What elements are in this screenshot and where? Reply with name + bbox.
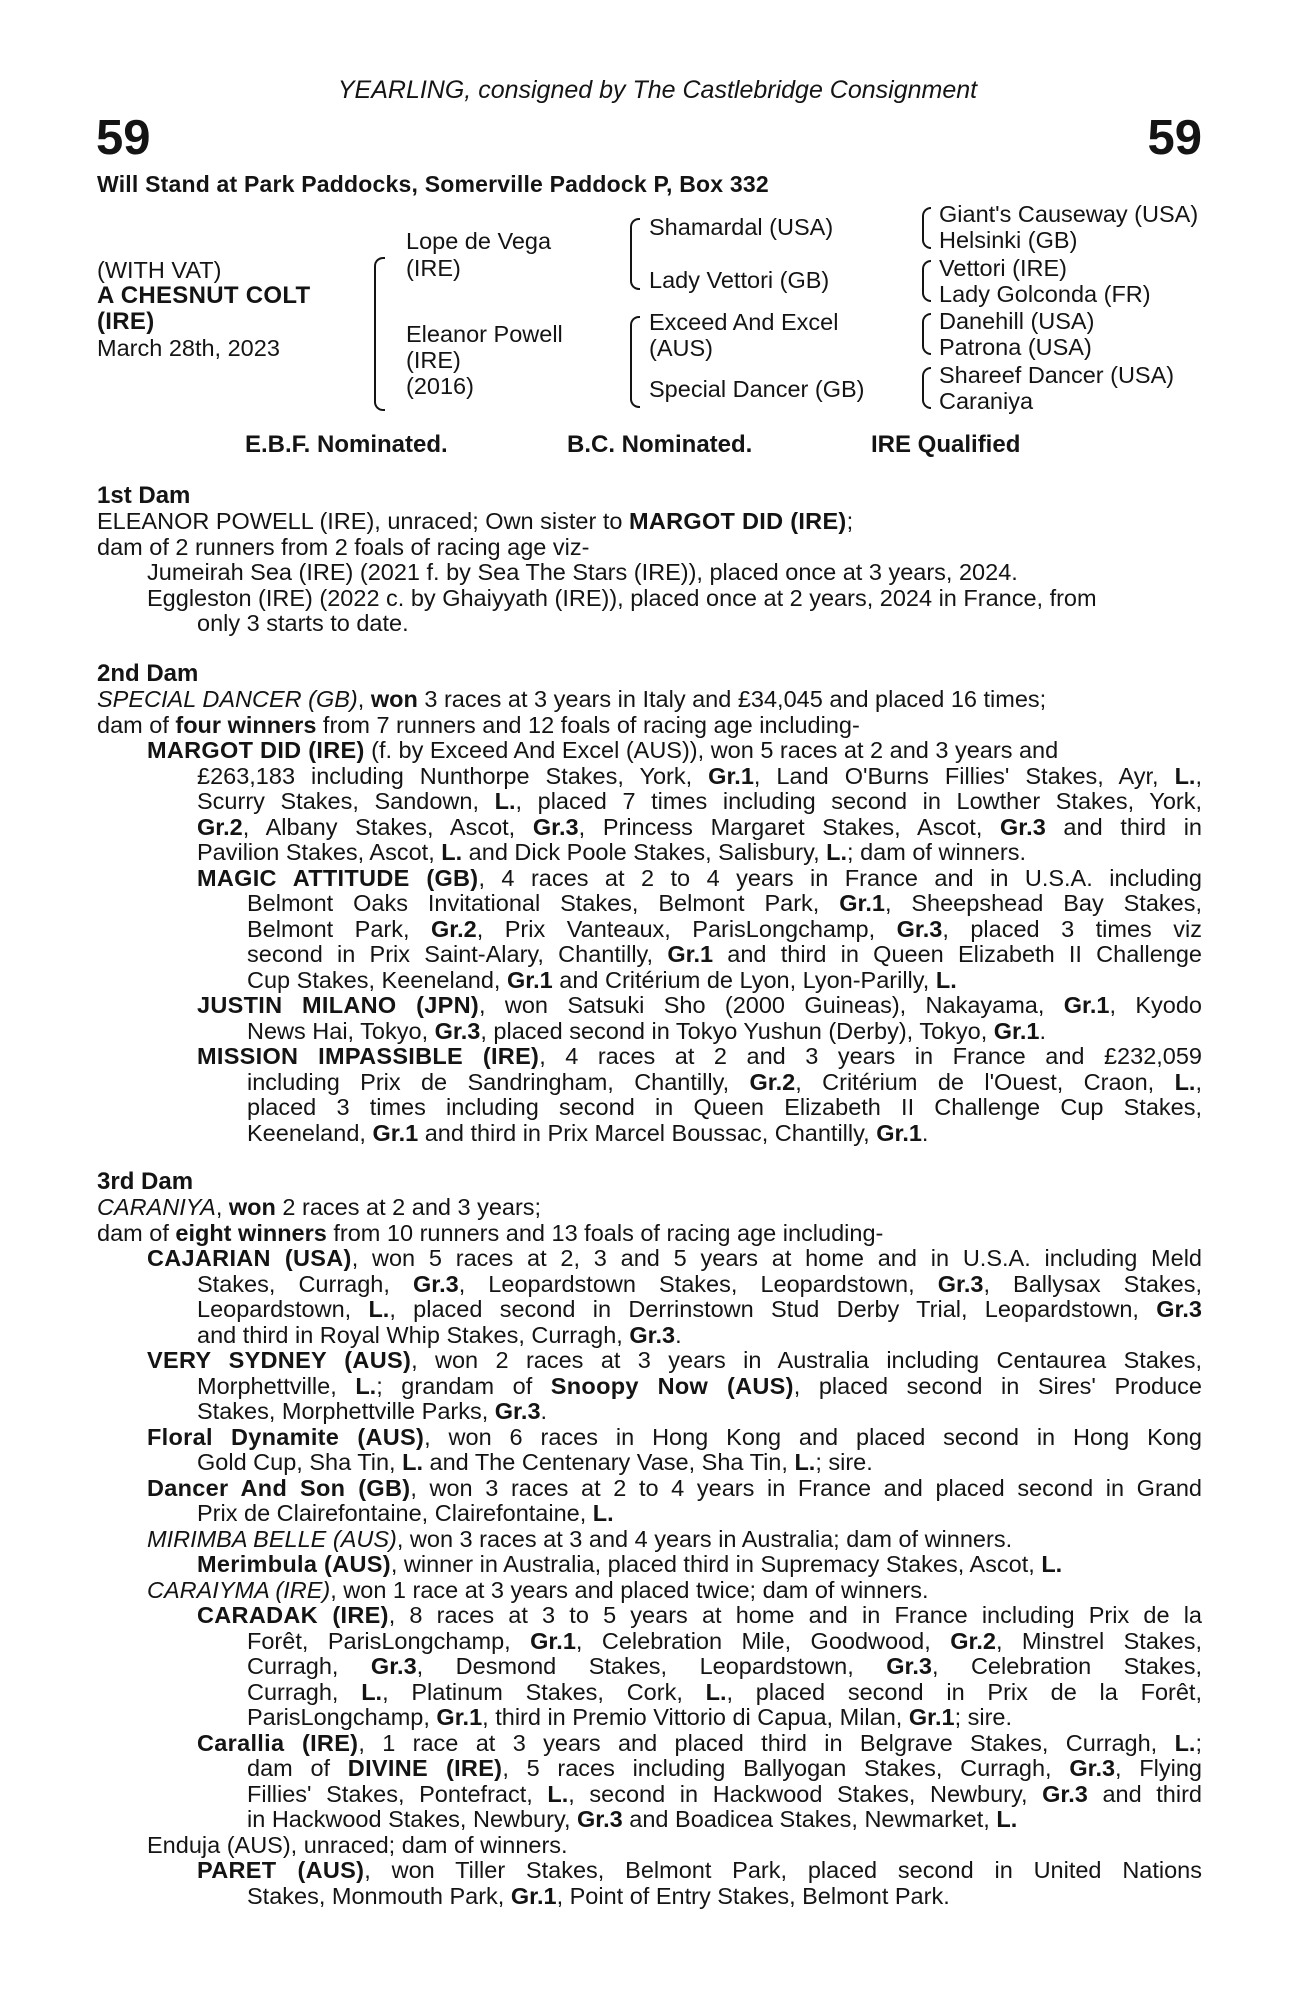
progeny-line (97, 1070, 1202, 1096)
progeny-line (97, 1044, 1202, 1070)
gg-sire-4: Shareef Dancer (USA) (939, 362, 1175, 388)
grade: Gr.2 (950, 1628, 996, 1654)
progeny-name: Snoopy Now (AUS) (550, 1373, 794, 1399)
first-dam-progeny: Eggleston (IRE) (2022 c. by Ghaiyyath (IRE)), placed once at 2 years, 2024 in France, from (147, 584, 1097, 611)
text: (f. by Exceed And Excel (AUS)), won 5 races at 2 and 3 years and (364, 737, 1059, 763)
grade: Gr.1 (993, 1017, 1040, 1044)
grade: L. (935, 966, 957, 993)
dam-sire-country: (AUS) (649, 335, 713, 361)
text: ; (1195, 1730, 1202, 1756)
grade: L. (1174, 1069, 1196, 1095)
sire-country: (IRE) (406, 255, 461, 281)
sire-brace (630, 218, 640, 290)
text: , (1195, 763, 1202, 789)
first-dam-heading: 1st Dam (97, 482, 191, 509)
text: Forêt, ParisLongchamp, (247, 1628, 531, 1654)
progeny-line (97, 1425, 1202, 1451)
text: ; sire. (954, 1704, 1013, 1730)
grade: L. (1174, 1730, 1196, 1756)
text: four winners (175, 711, 317, 738)
grade: L. (996, 1806, 1018, 1832)
text: and third in Royal Whip Stakes, Curragh, (197, 1321, 630, 1348)
progeny-line (97, 1552, 1202, 1578)
grade: L. (1174, 763, 1196, 789)
text: Belmont Park, (247, 916, 432, 942)
text: . (1039, 1017, 1047, 1044)
grade: Gr.2 (749, 1069, 796, 1095)
grand-brace-2 (922, 260, 931, 302)
own-sister-name: MARGOT DID (IRE) (628, 508, 847, 534)
grade: Gr.3 (896, 916, 943, 942)
progeny-line (97, 866, 1202, 892)
horse-country: (IRE) (97, 308, 155, 335)
progeny-line (97, 1246, 1202, 1272)
progeny-line (97, 942, 1202, 968)
grade: Gr.3 (629, 1321, 676, 1348)
gg-sire-2: Vettori (IRE) (939, 255, 1067, 281)
text: and third in Prix Marcel Boussac, Chantilly, (418, 1119, 877, 1146)
text: , third in Premio Vittorio di Capua, Milan, (482, 1704, 909, 1730)
second-dam-body (97, 687, 1202, 1146)
text: Leopardstown, (197, 1297, 369, 1322)
grade: L. (494, 789, 516, 814)
progeny-line (97, 1501, 1202, 1527)
text: Gold Cup, Sha Tin, (197, 1449, 403, 1475)
text: £263,183 including Nunthorpe Stakes, York, (197, 763, 709, 789)
progeny-line (97, 1019, 1202, 1045)
text: . (675, 1321, 682, 1348)
grade: L. (361, 1679, 383, 1705)
dam-line (97, 1221, 1202, 1247)
grade: L. (592, 1500, 614, 1526)
lot-number-right: 59 (1147, 111, 1202, 165)
text: , Minstrel Stakes, (995, 1628, 1202, 1654)
text: , Ballysax Stakes, (983, 1271, 1202, 1297)
progeny-line (97, 891, 1202, 917)
progeny-line (97, 1297, 1202, 1323)
grade: Gr.3 (532, 814, 579, 840)
grade: L. (441, 839, 463, 865)
text: ParisLongchamp, (247, 1704, 437, 1730)
progeny-name: PARET (AUS) (197, 1858, 365, 1883)
sire-name: Lope de Vega (406, 228, 552, 254)
dam-dam: Special Dancer (GB) (649, 376, 865, 402)
second-dam-heading: 2nd Dam (97, 660, 199, 687)
grade: Gr.1 (667, 942, 714, 967)
grade: Gr.3 (434, 1017, 481, 1044)
progeny-line: Enduja (AUS), unraced; dam of winners. (147, 1831, 568, 1858)
grade: Gr.3 (937, 1271, 984, 1297)
text: , Sheepshead Bay Stakes, (884, 891, 1202, 916)
text: , 8 races at 3 to 5 years at home and in France including Prix de la (388, 1603, 1202, 1628)
text: Morphettville, (197, 1373, 356, 1399)
text: , placed second in Tokyo Yushun (Derby), Tokyo, (480, 1017, 994, 1044)
dam-name: Eleanor Powell (406, 321, 563, 347)
progeny-line (97, 1121, 1202, 1147)
progeny-line (97, 1374, 1202, 1400)
first-dam-line: dam of 2 runners from 2 foals of racing age viz- (97, 533, 590, 560)
text: , Albany Stakes, Ascot, (242, 814, 533, 840)
bc-nomination: B.C. Nominated. (567, 431, 753, 458)
progeny-name: MISSION IMPASSIBLE (IRE) (197, 1044, 540, 1069)
text: , placed 3 times viz (942, 916, 1202, 942)
progeny-line (97, 968, 1202, 994)
progeny-line (97, 1578, 1202, 1604)
grade: Gr.1 (708, 763, 754, 789)
progeny-name: CAJARIAN (USA) (147, 1246, 352, 1271)
text: , Celebration Mile, Goodwood, (575, 1628, 951, 1654)
text: second in Prix Saint-Alary, Chantilly, (247, 942, 668, 967)
ire-qualified: IRE Qualified (871, 431, 1021, 458)
text: , won 5 races at 2, 3 and 5 years at home and in U.S.A. including Meld (351, 1246, 1202, 1271)
text: Curragh, (247, 1654, 371, 1679)
text: , 1 race at 3 years and placed third in Belgrave Stakes, Curragh, (358, 1730, 1175, 1756)
progeny-name: CARAIYMA (IRE) (147, 1576, 331, 1603)
grade: L. (1041, 1551, 1063, 1577)
dam-country: (IRE) (406, 347, 461, 373)
text: ; grandam of (376, 1373, 551, 1399)
grade: Gr.1 (436, 1704, 483, 1730)
text: , Celebration Stakes, (931, 1654, 1202, 1679)
progeny-name: VERY SYDNEY (AUS) (147, 1348, 412, 1373)
third-dam-heading: 3rd Dam (97, 1168, 194, 1195)
grade: Gr.1 (839, 891, 885, 916)
gg-dam-3: Patrona (USA) (939, 334, 1092, 360)
text: , placed 7 times including second in Lowther Stakes, York, (515, 789, 1202, 814)
text: and The Centenary Vase, Sha Tin, (422, 1449, 795, 1475)
text: ; (846, 508, 854, 534)
text: in Hackwood Stakes, Newbury, (247, 1806, 578, 1832)
horse-dob: March 28th, 2023 (97, 335, 280, 361)
progeny-name: Dancer And Son (GB) (147, 1475, 411, 1501)
progeny-line (97, 1884, 1202, 1910)
gg-dam-2: Lady Golconda (FR) (939, 281, 1151, 307)
grade: L. (355, 1373, 377, 1399)
text: , Leopardstown Stakes, Leopardstown, (458, 1271, 938, 1297)
progeny-name: MARGOT DID (IRE) (147, 737, 365, 763)
grand-brace-1 (922, 207, 931, 249)
text: , won Tiller Stakes, Belmont Park, placed second in United Nations (364, 1858, 1202, 1883)
text: 3 races at 3 years in Italy and £34,045 and placed 16 times; (417, 686, 1047, 712)
grade: Gr.1 (372, 1119, 419, 1146)
text: . (921, 1119, 929, 1146)
text: Fillies' Stakes, Pontefract, (247, 1781, 548, 1807)
text: , Kyodo (1109, 993, 1202, 1018)
progeny-name: Carallia (IRE) (197, 1730, 359, 1756)
gg-sire-3: Danehill (USA) (939, 308, 1095, 334)
dam-sire-name: Exceed And Excel (649, 309, 839, 335)
progeny-line (97, 738, 1202, 764)
grade: Gr.3 (886, 1654, 932, 1679)
horse-name: A CHESNUT COLT (97, 282, 311, 309)
grade: Gr.3 (1000, 814, 1046, 840)
grade: Gr.1 (510, 1882, 557, 1909)
progeny-line (97, 1476, 1202, 1502)
progeny-line (97, 917, 1202, 943)
text: Cup Stakes, Keeneland, (247, 966, 507, 993)
text: ELEANOR POWELL (IRE), unraced; Own sister to (97, 508, 629, 534)
catalogue-subtitle: YEARLING, consigned by The Castlebridge Consignment (337, 76, 978, 104)
text: , winner in Australia, placed third in Supremacy Stakes, Ascot, (390, 1551, 1042, 1577)
dam-name: CARANIYA (97, 1194, 216, 1220)
text: , Prix Vanteaux, ParisLongchamp, (476, 916, 897, 942)
text: dam of (97, 1219, 176, 1246)
text: , (357, 686, 371, 712)
sire-dam: Lady Vettori (GB) (649, 267, 830, 293)
grand-brace-3 (922, 313, 931, 355)
ebf-nomination: E.B.F. Nominated. (245, 431, 448, 458)
text: , won 1 race at 3 years and placed twice; dam of winners. (330, 1576, 929, 1603)
text: , won 3 races at 3 and 4 years in Australia; dam of winners. (396, 1525, 1013, 1552)
dam-line (97, 713, 1202, 739)
progeny-line (97, 1680, 1202, 1706)
progeny-line (97, 1450, 1202, 1476)
text: Curragh, (247, 1679, 362, 1705)
progeny-line (97, 1858, 1202, 1884)
progeny-name: MIRIMBA BELLE (AUS) (147, 1525, 397, 1552)
text: , placed second in Derrinstown Stud Derby Trial, Leopardstown, (389, 1297, 1157, 1322)
grade: Gr.3 (370, 1654, 417, 1679)
progeny-line (97, 1399, 1202, 1425)
progeny-name: DIVINE (IRE) (347, 1756, 503, 1781)
text: Scurry Stakes, Sandown, (197, 789, 495, 814)
lot-number-left: 59 (96, 111, 151, 165)
text: ; sire. (815, 1449, 873, 1475)
progeny-line (97, 1527, 1202, 1553)
progeny-line (97, 1705, 1202, 1731)
gg-dam-1: Helsinki (GB) (939, 227, 1078, 253)
dam-year: (2016) (406, 373, 474, 399)
grade: Gr.2 (431, 916, 477, 942)
text: , Flying (1115, 1756, 1202, 1781)
dam-line (97, 687, 1202, 713)
text: Stakes, Monmouth Park, (247, 1882, 511, 1909)
text: , placed second in Sires' Produce (793, 1373, 1202, 1399)
grade: L. (794, 1449, 816, 1475)
first-dam-progeny-cont: only 3 starts to date. (197, 610, 409, 636)
gg-sire-1: Giant's Causeway (USA) (939, 201, 1199, 227)
progeny-name: Merimbula (AUS) (197, 1551, 391, 1577)
text: Stakes, Morphettville Parks, (197, 1398, 495, 1424)
text: and third in Queen Elizabeth II Challenge (713, 942, 1202, 967)
progeny-name: CARADAK (IRE) (197, 1603, 389, 1628)
text: Keeneland, (247, 1119, 373, 1146)
progeny-name: JUSTIN MILANO (JPN) (197, 993, 479, 1018)
vat-note: (WITH VAT) (97, 257, 222, 283)
text: , 4 races at 2 and 3 years in France and £232,059 (539, 1044, 1202, 1069)
text: won (370, 686, 418, 712)
text: and Dick Poole Stakes, Salisbury, (462, 839, 827, 865)
progeny-line (97, 1807, 1202, 1833)
grade: Gr.3 (1069, 1756, 1116, 1781)
progeny-name: Floral Dynamite (AUS) (147, 1424, 425, 1450)
text: ; dam of winners. (847, 839, 1026, 865)
grade: Gr.3 (577, 1806, 623, 1832)
first-dam-line (97, 509, 1202, 535)
grade: Gr.3 (494, 1398, 541, 1424)
grade: L. (547, 1781, 569, 1807)
text: , won 2 races at 3 years in Australia including Centaurea Stakes, (411, 1348, 1202, 1373)
text: Belmont Oaks Invitational Stakes, Belmont Park, (247, 891, 840, 916)
grade: Gr.1 (876, 1119, 922, 1146)
text: 2 races at 2 and 3 years; (275, 1194, 542, 1220)
text: and third (1087, 1781, 1202, 1807)
third-dam-body (97, 1195, 1202, 1909)
text: , won 3 races at 2 to 4 years in France and placed second in Grand (410, 1475, 1202, 1501)
progeny-line (97, 789, 1202, 815)
grade: Gr.1 (530, 1628, 576, 1654)
text: eight winners (175, 1219, 327, 1246)
progeny-line (97, 764, 1202, 790)
dam-line (97, 1195, 1202, 1221)
progeny-line (97, 1272, 1202, 1298)
progeny-line (97, 1731, 1202, 1757)
sire-sire: Shamardal (USA) (649, 214, 834, 240)
sire-dam-brace (374, 257, 385, 411)
grade: Gr.3 (412, 1271, 459, 1297)
grade: L. (705, 1679, 727, 1705)
text: , (215, 1194, 229, 1220)
text: , won Satsuki Sho (2000 Guineas), Nakayama, (479, 993, 1064, 1018)
progeny-line (97, 1782, 1202, 1808)
grade: L. (826, 839, 848, 865)
text: News Hai, Tokyo, (247, 1017, 435, 1044)
text: , Platinum Stakes, Cork, (382, 1679, 706, 1705)
text: , Princess Margaret Stakes, Ascot, (578, 814, 1001, 840)
grade: Gr.1 (908, 1704, 955, 1730)
progeny-line (97, 1654, 1202, 1680)
text: and Boadicea Stakes, Newmarket, (622, 1806, 997, 1832)
text: , 5 races including Ballyogan Stakes, Curragh, (502, 1756, 1070, 1781)
text: , won 6 races in Hong Kong and placed second in Hong Kong (424, 1424, 1202, 1450)
progeny-line (97, 840, 1202, 866)
dam-name: SPECIAL DANCER (GB) (97, 686, 358, 712)
text: Pavilion Stakes, Ascot, (197, 839, 442, 865)
grade: Gr.1 (506, 966, 553, 993)
grade: Gr.3 (1042, 1781, 1088, 1807)
text: , Land O'Burns Fillies' Stakes, Ayr, (753, 763, 1175, 789)
progeny-line (97, 993, 1202, 1019)
progeny-line: placed 3 times including second in Queen Elizabeth II Challenge Cup Stakes, (247, 1095, 1202, 1120)
text: , placed second in Prix de la Forêt, (726, 1679, 1202, 1705)
first-dam-progeny: Jumeirah Sea (IRE) (2021 f. by Sea The Stars (IRE)), placed once at 3 years, 2024. (147, 559, 1018, 585)
progeny-line (97, 815, 1202, 841)
text: , Point of Entry Stakes, Belmont Park. (556, 1882, 950, 1909)
text: and Critérium de Lyon, Lyon-Parilly, (552, 966, 936, 993)
text: , (1195, 1069, 1202, 1095)
text: , Desmond Stakes, Leopardstown, (416, 1654, 887, 1679)
grade: L. (368, 1297, 390, 1322)
stand-location: Will Stand at Park Paddocks, Somerville Paddock P, Box 332 (97, 171, 769, 197)
text: . (540, 1398, 548, 1424)
text: , Critérium de l'Ouest, Craon, (795, 1069, 1175, 1095)
text: dam of (247, 1756, 348, 1781)
progeny-line (97, 1603, 1202, 1629)
text: including Prix de Sandringham, Chantilly, (247, 1069, 750, 1095)
text: dam of (97, 711, 176, 738)
grade: Gr.2 (197, 814, 243, 840)
progeny-name: MAGIC ATTITUDE (GB) (197, 865, 479, 891)
gg-dam-4: Caraniya (939, 388, 1034, 414)
text: and third in (1045, 814, 1202, 840)
text: Stakes, Curragh, (197, 1271, 413, 1297)
grand-brace-4 (922, 367, 931, 409)
text: won (228, 1194, 276, 1220)
text: from 10 runners and 13 foals of racing age including- (326, 1219, 884, 1246)
progeny-line (97, 1756, 1202, 1782)
grade: L. (402, 1449, 423, 1475)
progeny-line (97, 1348, 1202, 1374)
text: Prix de Clairefontaine, Clairefontaine, (197, 1500, 593, 1526)
grade: Gr.3 (1156, 1297, 1202, 1322)
text: , second in Hackwood Stakes, Newbury, (568, 1781, 1043, 1807)
text: from 7 runners and 12 foals of racing age including- (316, 711, 860, 738)
grade: Gr.1 (1063, 993, 1110, 1018)
dam-brace (630, 316, 640, 408)
progeny-line (97, 1629, 1202, 1655)
progeny-line (97, 1323, 1202, 1349)
text: , 4 races at 2 to 4 years in France and in U.S.A. including (478, 865, 1202, 891)
first-dam-body (97, 509, 1202, 637)
